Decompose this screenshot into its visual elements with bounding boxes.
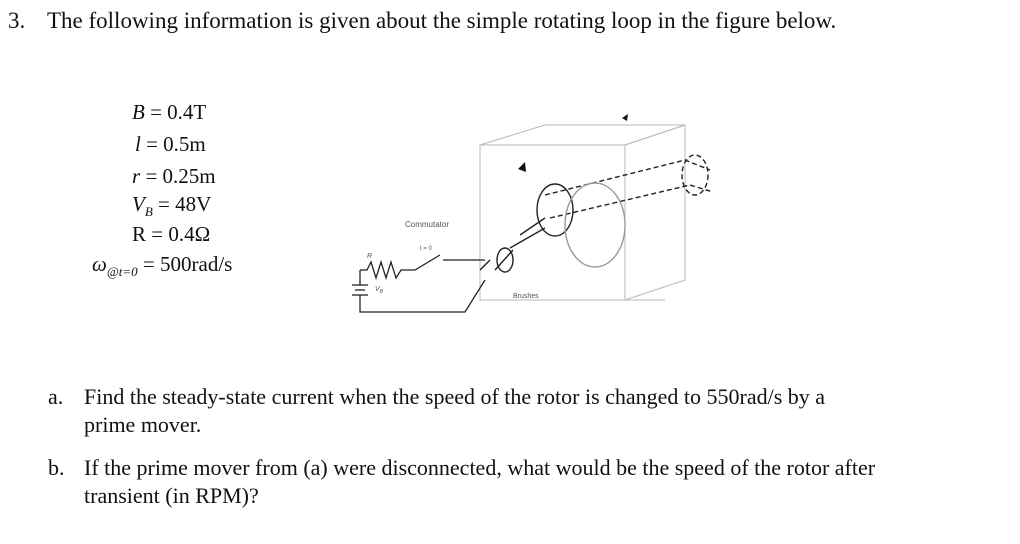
given-l-symbol: l — [135, 132, 141, 156]
external-circuit — [352, 255, 485, 312]
given-omega — [92, 252, 232, 280]
part-a — [48, 383, 1008, 443]
stator-outline — [480, 125, 685, 300]
part-a-line-2: prime mover. — [84, 412, 202, 437]
source-label-symbol: V — [375, 286, 380, 293]
part-b — [48, 454, 1008, 514]
brushes-label: Brushes — [513, 293, 539, 300]
given-B-value: = 0.4T — [144, 100, 207, 124]
given-l — [135, 132, 206, 157]
resistor-label: R — [367, 253, 373, 260]
part-b-line-1: If the prime mover from (a) were disconnected, what would be the speed of the rotor after — [84, 455, 876, 480]
given-B-symbol: B — [132, 100, 145, 124]
given-B — [132, 100, 206, 125]
commutator-label: Commutator — [405, 220, 450, 229]
time-label: t = 0 — [420, 246, 432, 252]
rotating-loop-figure — [345, 100, 775, 350]
given-R-symbol: R — [132, 222, 147, 246]
given-VB-sub: B — [144, 204, 153, 220]
source-label-sub: B — [379, 289, 384, 295]
given-r-value: = 0.25m — [140, 164, 216, 188]
question-text: The following information is given about the simple rotating loop in the figure below. — [47, 8, 837, 33]
part-b-line-2: transient (in RPM)? — [84, 483, 259, 508]
source-label — [375, 286, 384, 295]
question-number: 3. — [8, 8, 26, 33]
given-VB-value: = 48V — [152, 192, 212, 216]
north-pole-marker — [518, 162, 526, 172]
part-b-letter: b. — [48, 455, 65, 480]
given-l-value: = 0.5m — [140, 132, 206, 156]
given-r-symbol: r — [132, 164, 141, 188]
given-omega-value: = 500rad/s — [137, 252, 233, 276]
given-VB-symbol: V — [132, 192, 145, 216]
given-R-value: = 0.4Ω — [146, 222, 211, 246]
part-a-text — [84, 383, 825, 439]
given-R — [132, 222, 210, 247]
part-a-letter: a. — [48, 384, 64, 409]
rotor-loop — [545, 155, 713, 218]
part-a-line-1: Find the steady-state current when the speed of the rotor is changed to 550rad/s by a — [84, 384, 826, 409]
given-VB — [132, 192, 211, 220]
south-pole-marker — [622, 114, 628, 121]
given-r — [132, 164, 216, 189]
rotor-cylinder — [510, 183, 625, 267]
part-b-text — [84, 454, 875, 510]
given-omega-sub: @t=0 — [106, 264, 138, 280]
given-omega-symbol: ω — [92, 252, 107, 276]
